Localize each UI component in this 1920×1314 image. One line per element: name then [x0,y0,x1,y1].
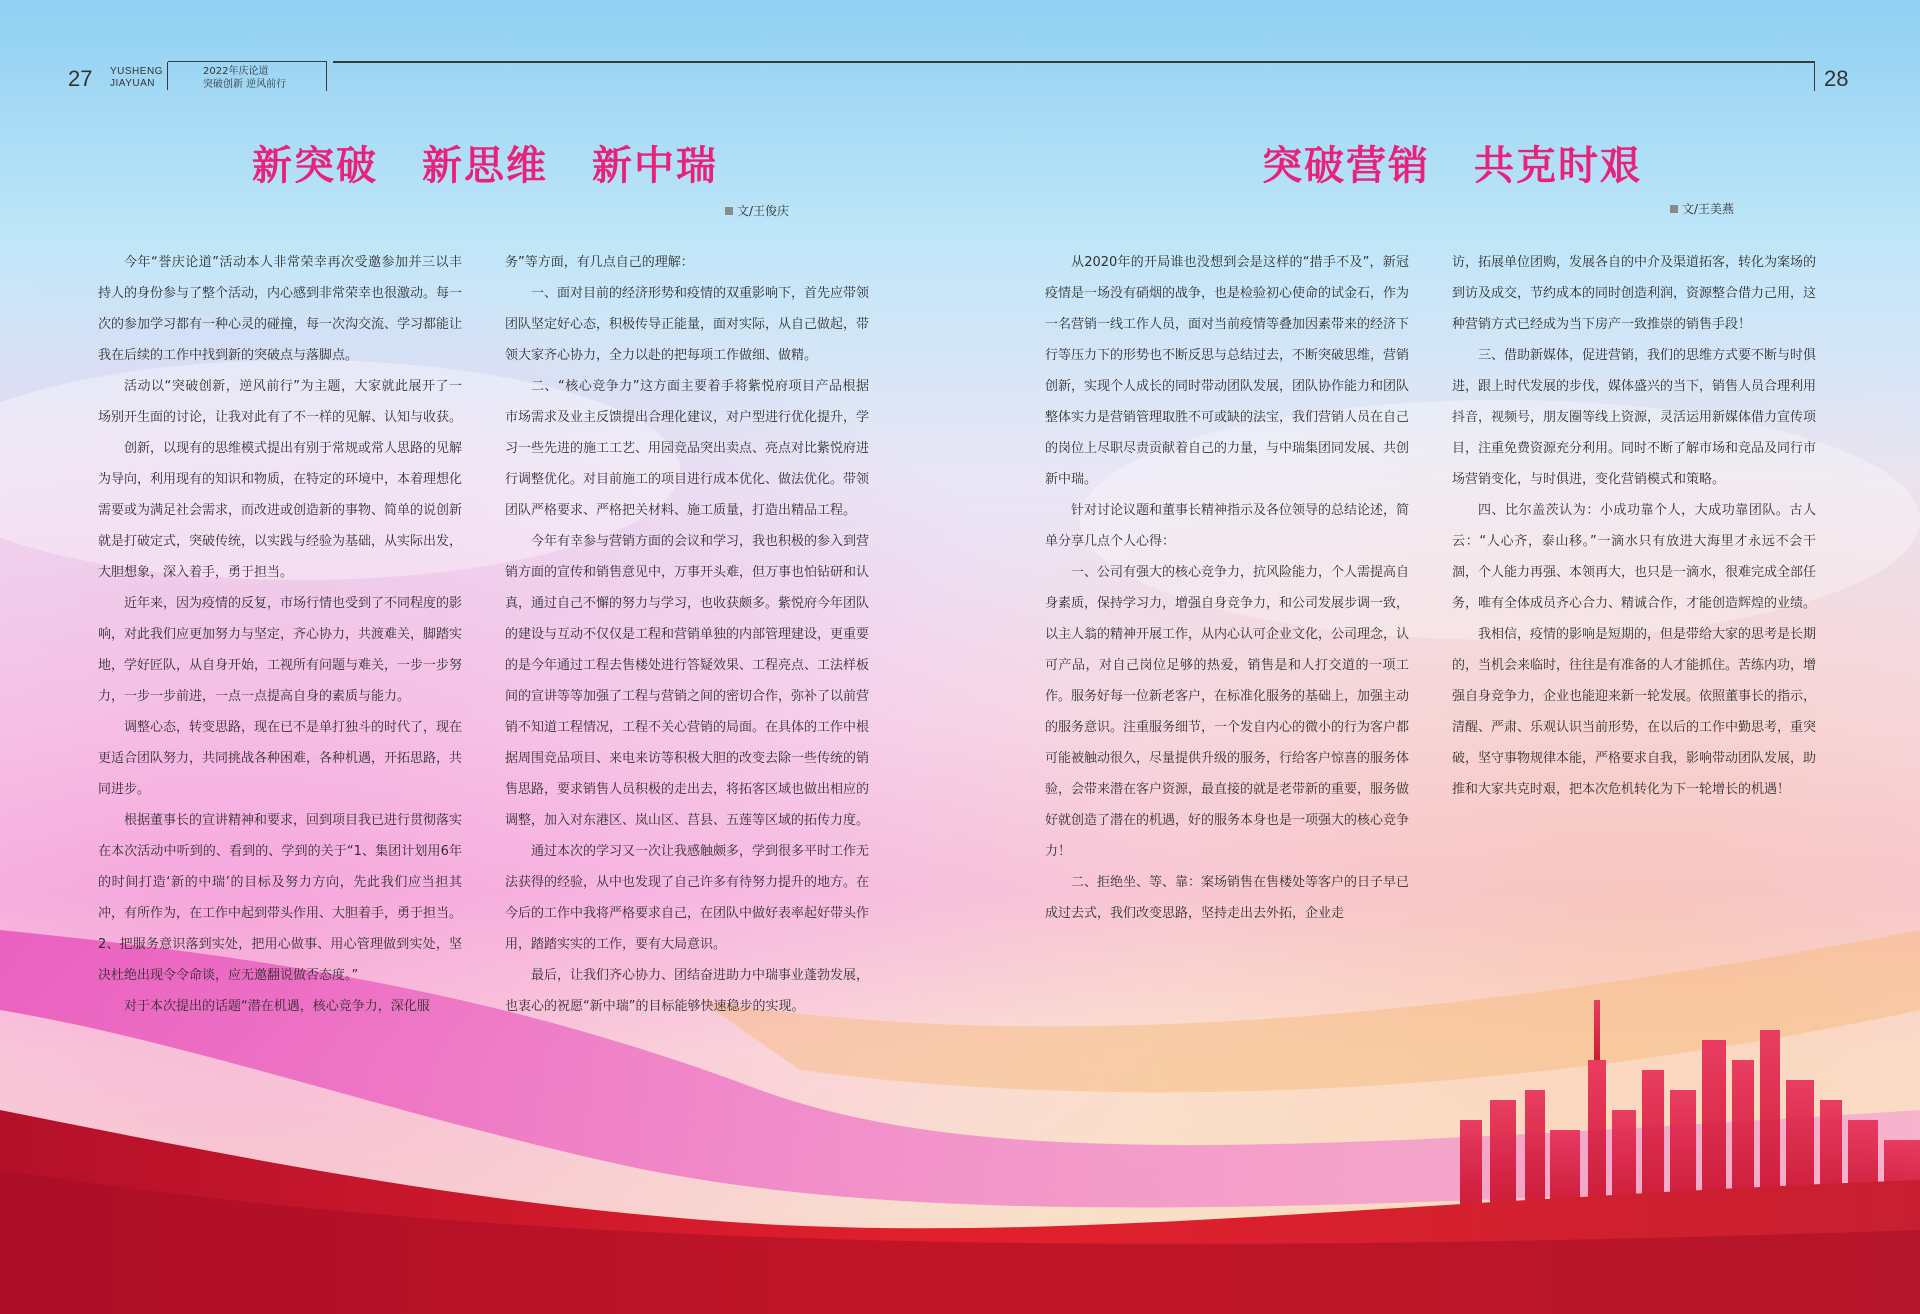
page-number-left: 27 [68,66,93,91]
paragraph: 通过本次的学习又一次让我感触颇多，学到很多平时工作无法获得的经验，从中也发现了自己许多有待努力提升的地方。在今后的工作中我将严格要求自己，在团队中做好表率起好带头作用，踏踏实实的工作，要有大局意识。 [505,844,870,952]
article-right-title [1262,134,1642,191]
issue-line1: 2022年庆论道 [203,66,269,77]
paragraph: 对于本次提出的话题“潜在机遇，核心竞争力，深化服 [124,999,430,1014]
paragraph: 最后，让我们齐心协力、团结奋进助力中瑞事业蓬勃发展，也衷心的祝愿“新中瑞”的目标能够快速稳步的实现。 [505,968,870,1014]
paragraph: 调整心态，转变思路，现在已不是单打独斗的时代了，现在更适合团队努力，共同挑战各种困难，各种机遇，开拓思路，共同进步。 [98,720,463,797]
byline-square-icon [1670,205,1678,213]
article-left-column-1 [98,247,462,1022]
paragraph: 今年“誉庆论道”活动本人非常荣幸再次受邀参加并三以丰持人的身份参与了整个活动，内心感到非常荣幸也很激动。每一次的参加学习都有一种心灵的碰撞，每一次沟交流、学习都能让我在后续的工作中找到新的突破点与落脚点。 [98,255,463,363]
article-left-byline [725,202,789,219]
header-tick-right [1814,61,1815,91]
paragraph: 近年来，因为疫情的反复，市场行情也受到了不同程度的影响，对此我们应更加努力与坚定，齐心协力，共渡难关，脚踏实地，学好匠队，从自身开始，工视所有问题与难关，一步一步努力，一步一步前进，一点一点提高自身的素质与能力。 [98,596,463,704]
paragraph: 访，拓展单位团购，发展各自的中介及渠道拓客，转化为案场的到访及成交，节约成本的同时创造利润，资源整合借力己用，这种营销方式已经成为当下房产一致推崇的销售手段！ [1452,255,1817,332]
article-left-title-part-1: 新突破 [252,143,378,189]
paragraph: 一、公司有强大的核心竞争力，抗风险能力，个人需提高自身素质，保持学习力，增强自身竞争力，和公司发展步调一致，以主人翁的精神开展工作，从内心认可企业文化，公司理念，认可产品，对自己岗位足够的热爱，销售是和人打交道的一项工作。服务好每一位新老客户，在标准化服务的基础上，加强主动的服务意识。注重服务细节，一个发自内心的微小的行为客户都可能被触动很久，尽量提供升级的服务，行给客户惊喜的服务体验，会带来潜在客户资源，最直接的就是老带新的重要，服务做好就创造了潜在的机遇，好的服务本身也是一项强大的核心竞争力！ [1045,565,1410,859]
paragraph: 根据董事长的宣讲精神和要求，回到项目我已进行贯彻落实在本次活动中听到的、看到的、学到的关于“1、集团计划用6年的时间打造‘新的中瑞’的目标及努力方向，先此我们应当担其冲，有所作为，在工作中起到带头作用、大胆着手，勇于担当。2、把服务意识落到实处，把用心做事、用心管理做到实处，坚决杜绝出现令令命谈，应无邀翻说做否态度。” [98,813,463,983]
paragraph: 二、拒绝坐、等、靠：案场销售在售楼处等客户的日子早已成过去式，我们改变思路，坚持走出去外拓，企业走 [1045,875,1410,921]
paragraph: 务”等方面，有几点自己的理解： [505,255,694,270]
magazine-logo [110,66,163,90]
paragraph: 针对讨论议题和董事长精神指示及各位领导的总结论述，简单分享几点个人心得： [1045,503,1410,549]
article-left-title-part-3: 新中瑞 [592,143,718,189]
byline-square-icon [725,207,733,215]
paragraph: 一、面对目前的经济形势和疫情的双重影响下，首先应带领团队坚定好心态，积极传导正能量，面对实际，从自己做起，带领大家齐心协力，全力以赴的把每项工作做细、做精。 [505,286,870,363]
header-tick-left [326,61,327,91]
page-number-right: 28 [1824,66,1849,91]
magazine-name-line1: YUSHENG [110,66,163,77]
paragraph: 三、借助新媒体，促进营销，我们的思维方式要不断与时俱进，跟上时代发展的步伐，媒体盛兴的当下，销售人员合理利用抖音，视频号，朋友圈等线上资源，灵活运用新媒体借力宣传项目，注重免费资源充分利用。同时不断了解市场和竞品及同行市场营销变化，与时俱进，变化营销模式和策略。 [1452,348,1817,487]
article-right-author: 文/王美燕 [1682,202,1735,216]
paragraph: 今年有幸参与营销方面的会议和学习，我也积极的参入到营销方面的宣传和销售意见中，万事开头难，但万事也怕钻研和认真，通过自己不懈的努力与学习，也收获颇多。紫悦府今年团队的建设与互动不仅仅是工程和营销单独的内部管理建设，更重要的是今年通过工程去售楼处进行答疑效果、工程亮点、工法样板间的宣讲等等加强了工程与营销之间的密切合作，弥补了以前营销不知道工程情况，工程不关心营销的局面。在具体的工作中根据周围竞品项目、来电来访等积极大胆的改变去除一些传统的销售思路，要求销售人员积极的走出去，将拓客区域也做出相应的调整，加入对东港区、岚山区、莒县、五莲等区域的拓传力度。 [505,534,870,828]
header-divider [167,62,168,90]
issue-info [203,65,286,91]
article-right-column-1 [1045,247,1409,929]
paragraph: 创新，以现有的思维模式提出有别于常规或常人思路的见解为导向，利用现有的知识和物质，在特定的环境中，本着理想化需要或为满足社会需求，而改进或创造新的事物、简单的说创新就是打破定式，突破传统，以实践与经验为基础，从实际出发，大胆想象，深入着手，勇于担当。 [98,441,463,580]
paragraph: 从2020年的开局谁也没想到会是这样的“措手不及”，新冠疫情是一场没有硝烟的战争，也是检验初心使命的试金石，作为一名营销一线工作人员，面对当前疫情等叠加因素带来的经济下行等压力下的形势也不断反思与总结过去，不断突破思维，营销创新，实现个人成长的同时带动团队发展，团队协作能力和团队整体实力是营销管理取胜不可或缺的法宝，我们营销人员在自己的岗位上尽职尽责贡献着自己的力量，与中瑞集团同发展、共创新中瑞。 [1045,255,1410,487]
article-left-title-part-2: 新思维 [422,143,548,189]
magazine-name-line2: JIAYUAN [110,78,155,89]
paragraph: 活动以“突破创新，逆风前行”为主题，大家就此展开了一场别开生面的讨论，让我对此有了不一样的见解、认知与收获。 [98,379,463,425]
article-left-author: 文/王俊庆 [737,204,790,218]
article-right-title-part-2: 共克时艰 [1474,143,1642,189]
paragraph: 我相信，疫情的影响是短期的，但是带给大家的思考是长期的，当机会来临时，往往是有准备的人才能抓住。苦练内功，增强自身竞争力，企业也能迎来新一轮发展。依照董事长的指示，清醒、严肃、乐观认识当前形势，在以后的工作中勤思考，重突破，坚守事物规律本能，严格要求自我，影响带动团队发展，助推和大家共克时艰，把本次危机转化为下一轮增长的机遇！ [1452,627,1817,797]
paragraph: 四、比尔盖茨认为：小成功靠个人，大成功靠团队。古人云：“人心齐，泰山移。”一滴水只有放进大海里才永远不会干涸，个人能力再强、本领再大，也只是一滴水，很难完成全部任务，唯有全体成员齐心合力、精诚合作，才能创造辉煌的业绩。 [1452,503,1817,611]
article-left-title [252,134,718,191]
article-right-column-2 [1452,247,1816,805]
article-right-title-part-1: 突破营销 [1262,143,1430,189]
header-rule-short [168,61,326,62]
article-right-byline [1670,200,1734,217]
paragraph: 二、“核心竞争力”这方面主要着手将紫悦府项目产品根据市场需求及业主反馈提出合理化建议，对户型进行优化提升，学习一些先进的施工工艺、用园竞品突出卖点、亮点对比紫悦府进行调整优化。对目前施工的项目进行成本优化、做法优化。带领团队严格要求、严格把关材料、施工质量，打造出精品工程。 [505,379,870,518]
issue-line2: 突破创新 逆风前行 [203,79,287,90]
article-left-column-2 [505,247,869,1022]
header-rule-long [333,61,1814,63]
